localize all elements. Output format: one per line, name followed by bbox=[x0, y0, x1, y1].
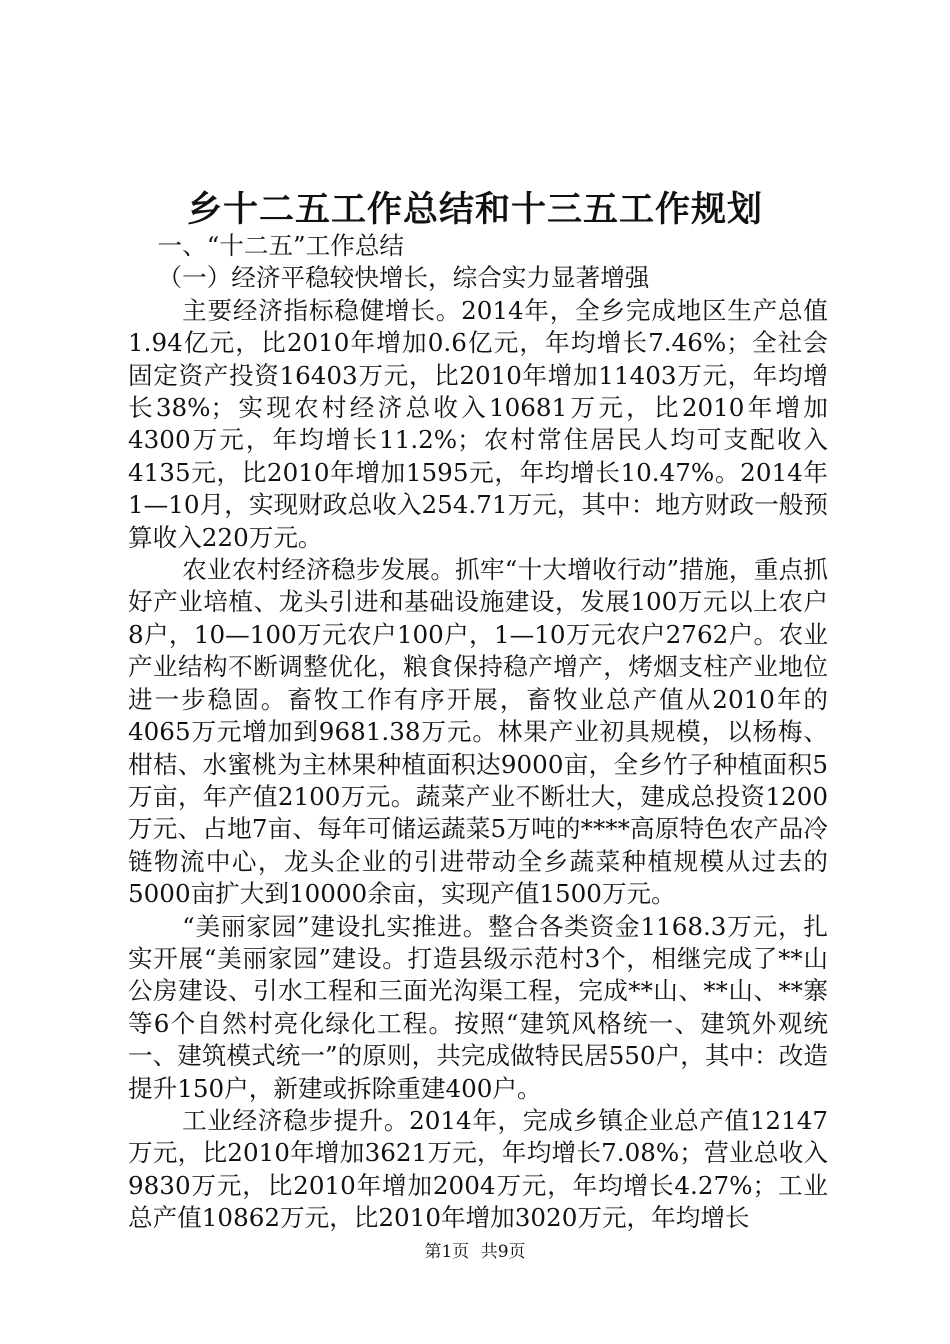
document-title: 乡十二五工作总结和十三五工作规划 bbox=[186, 189, 763, 230]
section-heading: 一、“十二五”工作总结 bbox=[157, 231, 405, 260]
subsection-heading: （一）经济平稳较快增长，综合实力显著增强 bbox=[157, 263, 650, 293]
paragraph-beautiful-home: “美丽家园”建设扎实推进。整合各类资金1168.3万元，扎实开展“美丽家园”建设。打造县级示范村3个，相继完成了**山公房建设、引水工程和三面光沟渠工程，完成**山、**山、**寨等6个自然村亮化绿化工程。按照“建筑风格统一、建筑外观统一、建筑模式统一”的原则，共完成做特民居550户，其中：改造提升150户，新建或拆除重建400户。 bbox=[128, 911, 828, 1103]
page-total: 共9页 bbox=[480, 1242, 526, 1262]
page-number: 第1页 bbox=[424, 1242, 470, 1262]
document-body bbox=[128, 230, 828, 1235]
page-footer bbox=[0, 1240, 950, 1264]
paragraph-industry: 工业经济稳步提升。2014年，完成乡镇企业总产值12147万元，比2010年增加3621万元，年均增长7.08%；营业总收入9830万元，比2010年增加2004万元，年均增长4.27%；工业总产值10862万元，比2010年增加3020万元，年均增长 bbox=[128, 1105, 828, 1233]
paragraph-economic-indicators: 主要经济指标稳健增长。2014年，全乡完成地区生产总值1.94亿元，比2010年增加0.6亿元，年均增长7.46%；全社会固定资产投资16403万元，比2010年增加11403万元，年均增长38%；实现农村经济总收入10681万元，比2010年增加4300万元，年均增长11.2%；农村常住居民人均可支配收入4135元，比2010年增加1595元，年均增长10.47%。2014年1—10月，实现财政总收入254.71万元，其中：地方财政一般预算收入220万元。 bbox=[128, 295, 828, 552]
paragraph-agriculture: 农业农村经济稳步发展。抓牢“十大增收行动”措施，重点抓好产业培植、龙头引进和基础设施建设，发展100万元以上农户8户，10—100万元农户100户，1—10万元农户2762户。农业产业结构不断调整优化，粮食保持稳产增产，烤烟支柱产业地位进一步稳固。畜牧工作有序开展，畜牧业总产值从2010年的4065万元增加到9681.38万元。林果产业初具规模，以杨梅、柑桔、水蜜桃为主林果种植面积达9000亩，全乡竹子种植面积5万亩，年产值2100万元。蔬菜产业不断壮大，建成总投资1200万元、占地7亩、每年可储运蔬菜5万吨的****高原特色农产品冷链物流中心，龙头企业的引进带动全乡蔬菜种植规模从过去的5000亩扩大到10000余亩，实现产值1500万元。 bbox=[128, 555, 828, 909]
